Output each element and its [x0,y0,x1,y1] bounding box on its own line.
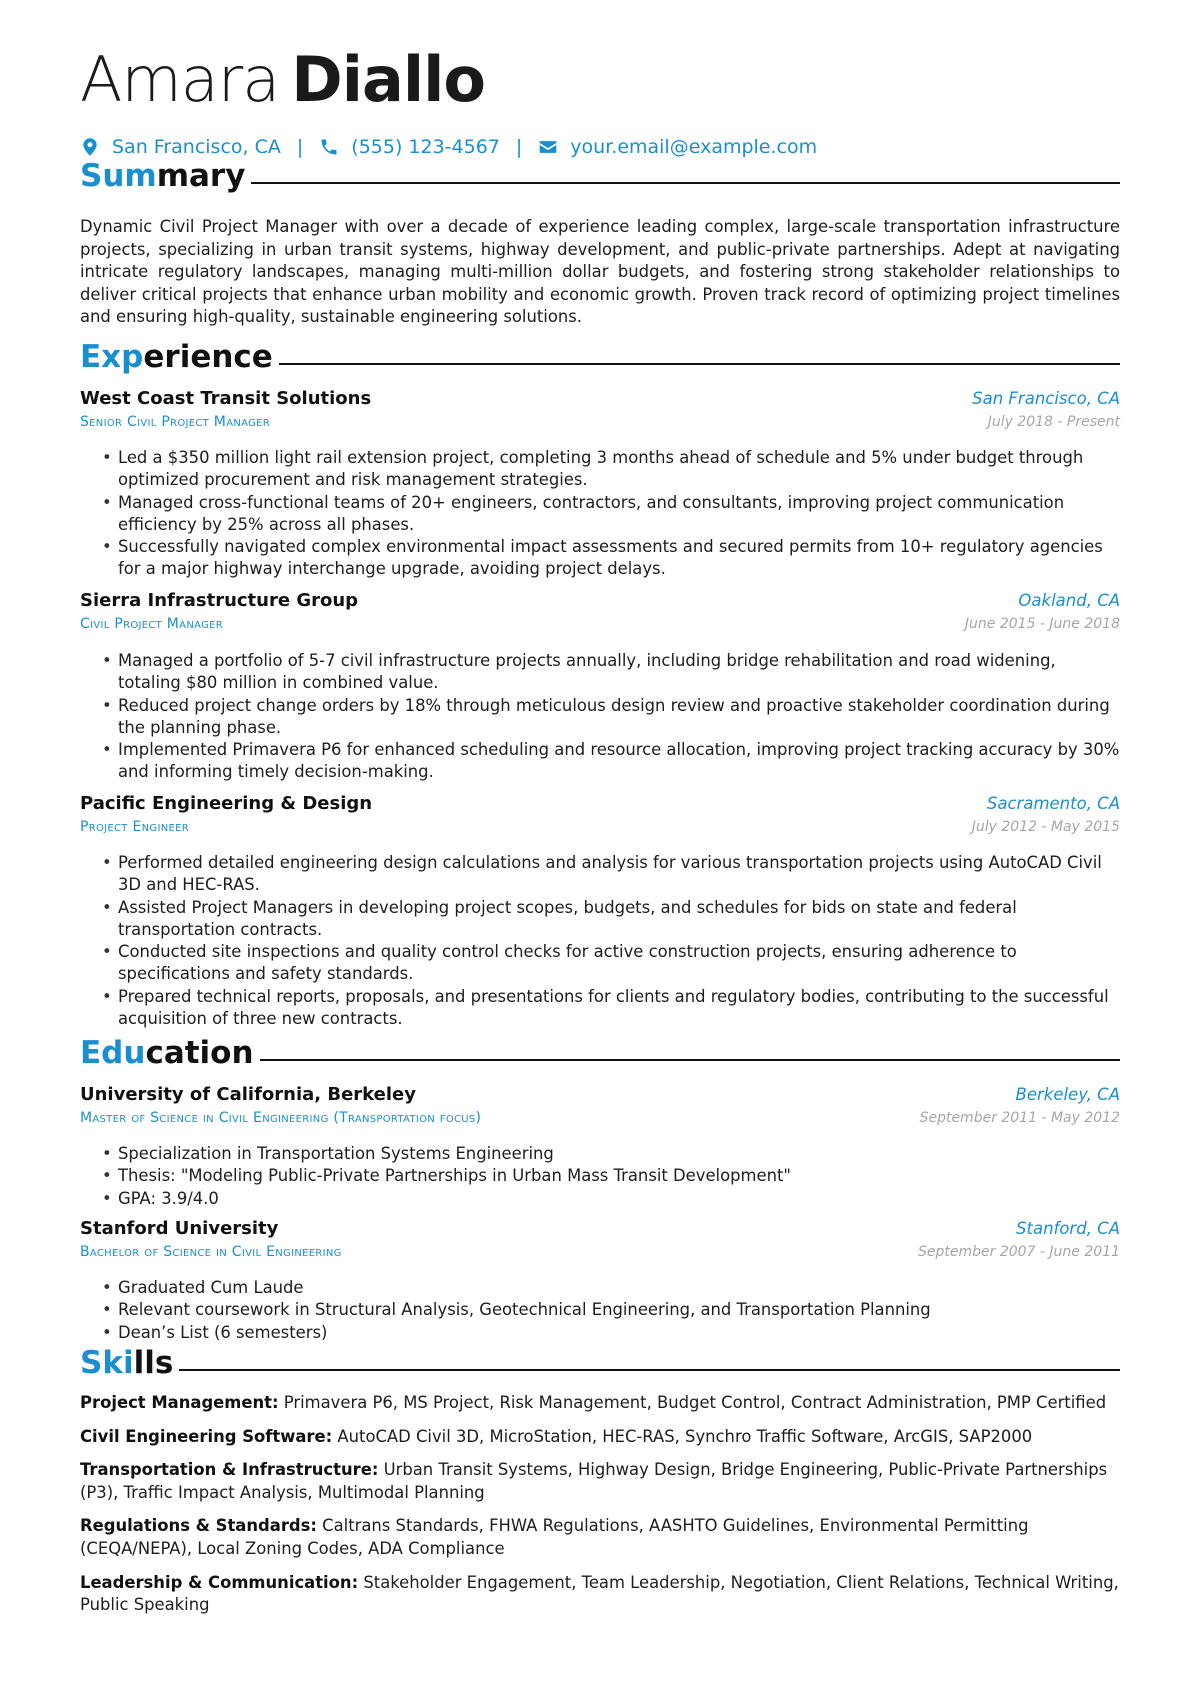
section-title-accent: Ski [80,1345,134,1381]
company-name: Pacific Engineering & Design [80,793,373,814]
degree-title: Bachelor of Science in Civil Engineering [80,1244,342,1260]
school-location: Stanford, CA [1016,1219,1120,1238]
job-dates: July 2012 - May 2015 [971,819,1120,835]
candidate-name [80,44,485,116]
experience-bullets [102,650,1120,784]
job-title: Senior Civil Project Manager [80,414,270,430]
bullet-item: • Implemented Primavera P6 for enhanced scheduling and resource allocation, improving project tracking accuracy by 30% and informing timely decision-making. [102,739,1120,784]
skill-text: Primavera P6, MS Project, Risk Management, Budget Control, Contract Administration, PMP Certified [283,1393,1107,1412]
bullet-item: • Led a $350 million light rail extension project, completing 3 months ahead of schedule and 5% under budget through optimized procurement and risk management strategies. [102,447,1120,492]
section-title-summary [80,156,1120,196]
bullet-item: • Reduced project change orders by 18% through meticulous design review and proactive stakeholder coordination during the planning phase. [102,695,1120,740]
phone-item [319,136,500,158]
company-name: Sierra Infrastructure Group [80,590,359,611]
contact-separator: | [296,136,304,158]
job-dates: June 2015 - June 2018 [964,616,1120,632]
section-title-rest: erience [143,339,273,375]
bullet-item: • Relevant coursework in Structural Analysis, Geotechnical Engineering, and Transportation Planning [102,1299,1120,1321]
bullet-item: • Thesis: "Modeling Public-Private Partnerships in Urban Mass Transit Development" [102,1165,1120,1187]
skill-text: AutoCAD Civil 3D, MicroStation, HEC-RAS, Synchro Traffic Software, ArcGIS, SAP2000 [337,1426,1033,1446]
section-title-accent: Edu [80,1035,146,1071]
bullet-item: • Conducted site inspections and quality control checks for active construction projects, ensuring adherence to specifications and safety standards. [102,941,1120,986]
bullet-item: • Graduated Cum Laude [102,1277,1120,1299]
bullet-item: • Dean’s List (6 semesters) [102,1322,1120,1344]
experience-bullets [102,447,1120,581]
bullet-item: • Managed cross-functional teams of 20+ engineers, contractors, and consultants, improving project communication efficiency by 25% across all phases. [102,492,1120,537]
skill-text: Urban Transit Systems, Highway Design, Bridge Engineering, Public-Private Partnerships (P3), Traffic Impact Analysis, Multimodal Planning [80,1460,1108,1502]
section-title-accent: Sum [80,158,157,194]
school-name: University of California, Berkeley [80,1084,416,1105]
study-dates: September 2011 - May 2012 [919,1110,1120,1126]
bullet-item: • Specialization in Transportation Systems Engineering [102,1143,1120,1165]
skills-list [80,1392,1120,1628]
skill-row [80,1515,1120,1560]
skill-label: Project Management: [80,1393,279,1412]
bullet-item: • GPA: 3.9/4.0 [102,1188,1120,1210]
education-entry-header [80,1084,1120,1128]
skill-row [80,1392,1120,1415]
skill-text: Stakeholder Engagement, Team Leadership, Negotiation, Client Relations, Technical Writing, Public Speaking [80,1572,1119,1615]
first-name: Amara [80,43,280,116]
education-bullets [102,1143,1120,1210]
phone-link[interactable]: (555) 123-4567 [351,136,500,158]
skill-label: Civil Engineering Software: [80,1426,333,1446]
last-name: Diallo [291,43,485,116]
section-rule [251,182,1120,184]
job-title: Civil Project Manager [80,616,223,632]
section-rule [260,1059,1120,1061]
email-link[interactable]: your.email@example.com [570,136,818,158]
section-title-skills [80,1343,1120,1383]
location-item [80,136,281,158]
skill-label: Leadership & Communication: [80,1572,359,1592]
education-entry-header [80,1218,1120,1262]
job-dates: July 2018 - Present [987,414,1120,430]
section-title-rest: cation [145,1035,254,1071]
experience-bullets [102,852,1120,1030]
contact-separator: | [515,136,523,158]
skill-row [80,1426,1120,1449]
bullet-item: • Successfully navigated complex environmental impact assessments and secured permits from 10+ regulatory agencies for a major highway interchange upgrade, avoiding project delays. [102,536,1120,581]
phone-icon [319,137,339,157]
bullet-item: • Assisted Project Managers in developing project scopes, budgets, and schedules for bids on state and federal transportation contracts. [102,897,1120,942]
job-title: Project Engineer [80,819,189,835]
degree-title: Master of Science in Civil Engineering (Transportation focus) [80,1110,482,1126]
email-item [538,136,817,158]
section-title-experience [80,337,1120,377]
envelope-icon [538,137,558,157]
summary-text: Dynamic Civil Project Manager with over a decade of experience leading complex, large-scale transportation infrastructure projects, specializing in urban transit systems, highway development, and public-private partnerships. Adept at navigating intricate regulatory landscapes, managing multi-million dollar budgets, and fostering strong stakeholder relationships to deliver critical projects that enhance urban mobility and economic growth. Proven track record of optimizing project timelines and ensuring high-quality, sustainable engineering solutions. [80,217,1120,327]
map-pin-icon [80,137,100,157]
company-name: West Coast Transit Solutions [80,388,372,409]
school-name: Stanford University [80,1218,279,1239]
skill-text: Caltrans Standards, FHWA Regulations, AASHTO Guidelines, Environmental Permitting (CEQA/NEPA), Local Zoning Codes, ADA Compliance [80,1516,1029,1558]
section-title-rest: mary [156,158,246,194]
experience-entry-header [80,388,1120,432]
school-location: Berkeley, CA [1015,1085,1120,1104]
bullet-item: • Performed detailed engineering design calculations and analysis for various transportation projects using AutoCAD Civil 3D and HEC-RAS. [102,852,1120,897]
job-location: Oakland, CA [1018,591,1120,610]
skill-label: Transportation & Infrastructure: [80,1460,379,1480]
bullet-item: • Managed a portfolio of 5-7 civil infrastructure projects annually, including bridge rehabilitation and road widening, totaling $80 million in combined value. [102,650,1120,695]
section-title-rest: lls [133,1345,174,1381]
job-location: Sacramento, CA [986,794,1120,813]
job-location: San Francisco, CA [972,389,1120,408]
experience-entry-header [80,793,1120,837]
skill-row [80,1572,1120,1617]
experience-entry-header [80,590,1120,634]
skill-label: Regulations & Standards: [80,1516,317,1536]
section-rule [279,363,1120,365]
section-title-education [80,1033,1120,1073]
skill-row [80,1459,1120,1504]
study-dates: September 2007 - June 2011 [918,1244,1120,1260]
section-rule [179,1369,1120,1371]
education-bullets [102,1277,1120,1344]
bullet-item: • Prepared technical reports, proposals, and presentations for clients and regulatory bodies, contributing to the successful acquisition of three new contracts. [102,986,1120,1031]
location-text: San Francisco, CA [112,136,281,158]
section-title-accent: Exp [80,339,144,375]
